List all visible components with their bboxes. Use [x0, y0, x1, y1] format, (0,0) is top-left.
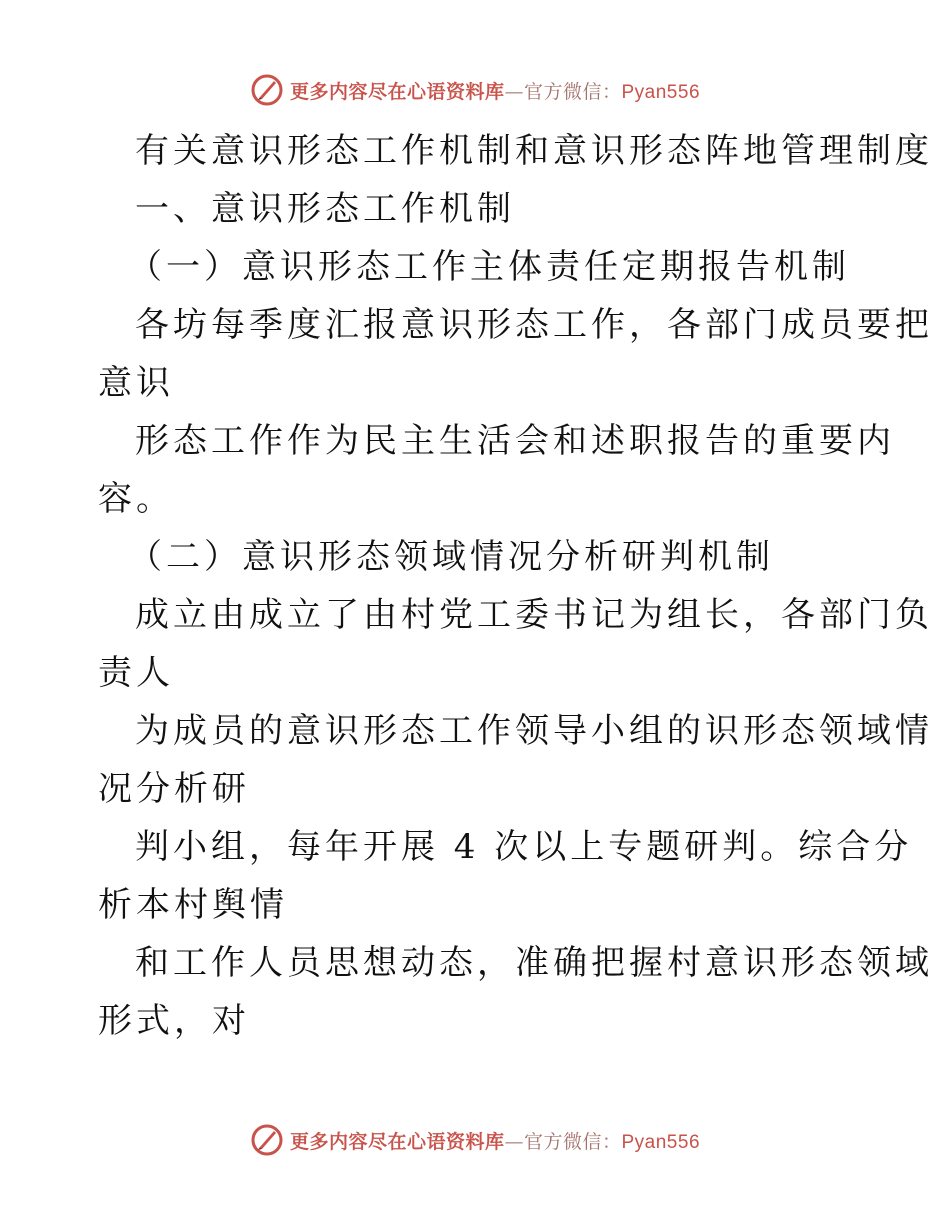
paragraph-line: 和工作人员思想动态，准确把握村意识形态领域 [135, 943, 933, 983]
document-title: 有关意识形态工作机制和意识形态阵地管理制度 [135, 131, 933, 171]
watermark-brand: 更多内容尽在心语资料库 [289, 1130, 505, 1153]
paragraph-line: 为成员的意识形态工作领导小组的识形态领域情 [135, 711, 933, 751]
paragraph-line: 形态工作作为民主生活会和述职报告的重要内 [135, 421, 895, 461]
watermark-separator: — [504, 1130, 524, 1153]
watermark-wechat-id: Pyan556 [621, 1131, 701, 1153]
paragraph-line: 况分析研 [98, 769, 250, 809]
paragraph-line: 各坊每季度汇报意识形态工作，各部门成员要把 [135, 305, 933, 345]
quill-logo-icon [250, 1123, 284, 1157]
subsection-heading: （二）意识形态领域情况分析研判机制 [128, 537, 774, 577]
footer-watermark [0, 1120, 950, 1160]
paragraph-line: 形式，对 [98, 1001, 250, 1041]
section-heading: 一、意识形态工作机制 [135, 189, 515, 229]
subsection-heading: （一）意识形态工作主体责任定期报告机制 [128, 247, 850, 287]
watermark-wechat-label: 官方微信： [523, 80, 622, 103]
watermark-wechat-label: 官方微信： [523, 1130, 622, 1153]
document-body [98, 122, 933, 1050]
paragraph-line: 析本村舆情 [98, 885, 288, 925]
paragraph-line: 判小组，每年开展 4 次以上专题研判。综合分 [135, 827, 913, 867]
watermark-wechat-id: Pyan556 [621, 81, 701, 103]
paragraph-line: 责人 [98, 653, 174, 693]
paragraph-line: 容。 [98, 479, 174, 519]
watermark-separator: — [504, 80, 524, 103]
paragraph-line: 成立由成立了由村党工委书记为组长，各部门负 [135, 595, 933, 635]
paragraph-line: 意识 [98, 363, 174, 403]
quill-logo-icon [250, 73, 284, 107]
header-watermark [0, 70, 950, 110]
watermark-brand: 更多内容尽在心语资料库 [289, 80, 505, 103]
